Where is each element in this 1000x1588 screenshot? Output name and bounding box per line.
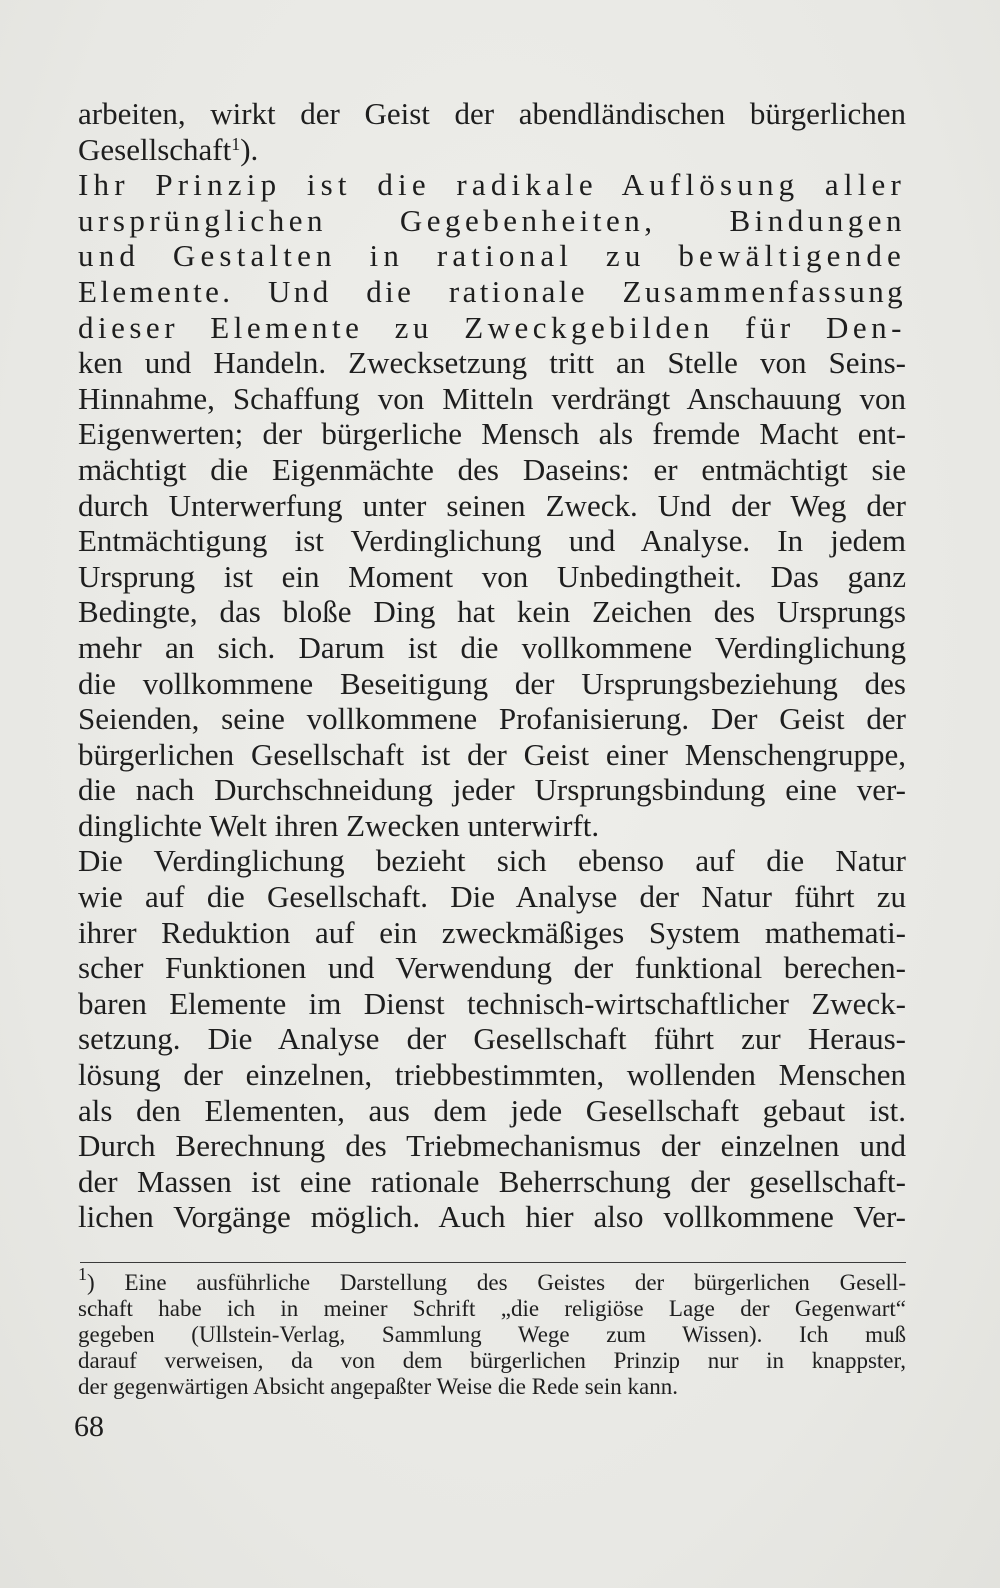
- body-line: der Massen ist eine rationale Beherrschung der gesellschaft-: [78, 1163, 906, 1199]
- footnote-marker: 1: [231, 133, 241, 154]
- body-line: dinglichte Welt ihren Zwecken unterwirft.: [78, 807, 600, 843]
- body-line: dieser Elemente zu Zweckgebilden für Den-: [78, 309, 906, 345]
- body-line: ursprünglichen Gegebenheiten, Bindungen: [78, 202, 906, 238]
- body-line: lösung der einzelnen, triebbestimmten, wollenden Menschen: [78, 1057, 906, 1093]
- body-line: Bedingte, das bloße Ding hat kein Zeichen des Ursprungs: [78, 594, 906, 630]
- body-line: Ihr Prinzip ist die radikale Auflösung aller: [78, 167, 906, 203]
- body-line: wie auf die Gesellschaft. Die Analyse der Natur führt zu: [78, 879, 906, 915]
- body-line: Elemente. Und die rationale Zusammenfassung: [78, 273, 906, 309]
- body-line: mehr an sich. Darum ist die vollkommene Verdinglichung: [78, 629, 906, 665]
- footnote-divider: [80, 1262, 906, 1263]
- body-line: setzung. Die Analyse der Gesellschaft führt zur Heraus-: [78, 1021, 906, 1057]
- body-line: scher Funktionen und Verwendung der funktional berechen-: [78, 950, 906, 986]
- footnotes: [78, 1264, 906, 1400]
- footnote-number: 1: [78, 1264, 87, 1284]
- body-line: die nach Durchschneidung jeder Ursprungsbindung eine ver-: [78, 772, 906, 808]
- body-line: Seienden, seine vollkommene Profanisierung. Der Geist der: [78, 701, 906, 737]
- body-line: Entmächtigung ist Verdinglichung und Analyse. In jedem: [78, 523, 906, 559]
- body-line: Ursprung ist ein Moment von Unbedingtheit. Das ganz: [78, 558, 906, 594]
- body-line: Die Verdinglichung bezieht sich ebenso auf die Natur: [78, 843, 906, 879]
- page-number: 68: [74, 1410, 104, 1443]
- body-line: durch Unterwerfung unter seinen Zweck. Und der Weg der: [78, 487, 906, 523]
- body-line: ken und Handeln. Zwecksetzung tritt an Stelle von Seins-: [78, 345, 906, 381]
- body-line: mächtigt die Eigenmächte des Daseins: er entmächtigt sie: [78, 451, 906, 487]
- body-line: und Gestalten in rational zu bewältigende: [78, 238, 906, 274]
- body-line: Durch Berechnung des Triebmechanismus der einzelnen und: [78, 1128, 906, 1164]
- footnote-line: gegeben (Ullstein-Verlag, Sammlung Wege zum Wissen). Ich muß: [78, 1322, 906, 1347]
- body-line: Eigenwerten; der bürgerliche Mensch als fremde Macht ent-: [78, 416, 906, 452]
- body-line: arbeiten, wirkt der Geist der abendländischen bürgerlichen: [78, 96, 906, 131]
- body-line: baren Elemente im Dienst technisch-wirtschaftlicher Zweck-: [78, 985, 906, 1021]
- body-text: [78, 96, 906, 1235]
- footnote-line: schaft habe ich in meiner Schrift „die religiöse Lage der Gegenwart“: [78, 1296, 906, 1321]
- body-line: als den Elementen, aus dem jede Gesellschaft gebaut ist.: [78, 1092, 906, 1128]
- footnote-line: $^1$) Eine ausführliche Darstellung des Geistes der bürgerlichen Gesell-: [78, 1264, 906, 1295]
- body-line: lichen Vorgänge möglich. Auch hier also vollkommene Ver-: [78, 1199, 906, 1235]
- body-line: ihrer Reduktion auf ein zweckmäßiges System mathemati-: [78, 914, 906, 950]
- body-line: Hinnahme, Schaffung von Mitteln verdrängt Anschauung von: [78, 380, 906, 416]
- footnote-line: darauf verweisen, da von dem bürgerlichen Prinzip nur in knappster,: [78, 1348, 906, 1373]
- footnote-line: der gegenwärtigen Absicht angepaßter Weise die Rede sein kann.: [78, 1374, 678, 1399]
- body-line: Gesellschaft$^1$).: [78, 131, 259, 167]
- body-line: bürgerlichen Gesellschaft ist der Geist einer Menschengruppe,: [78, 736, 906, 772]
- body-line: die vollkommene Beseitigung der Ursprungsbeziehung des: [78, 665, 906, 701]
